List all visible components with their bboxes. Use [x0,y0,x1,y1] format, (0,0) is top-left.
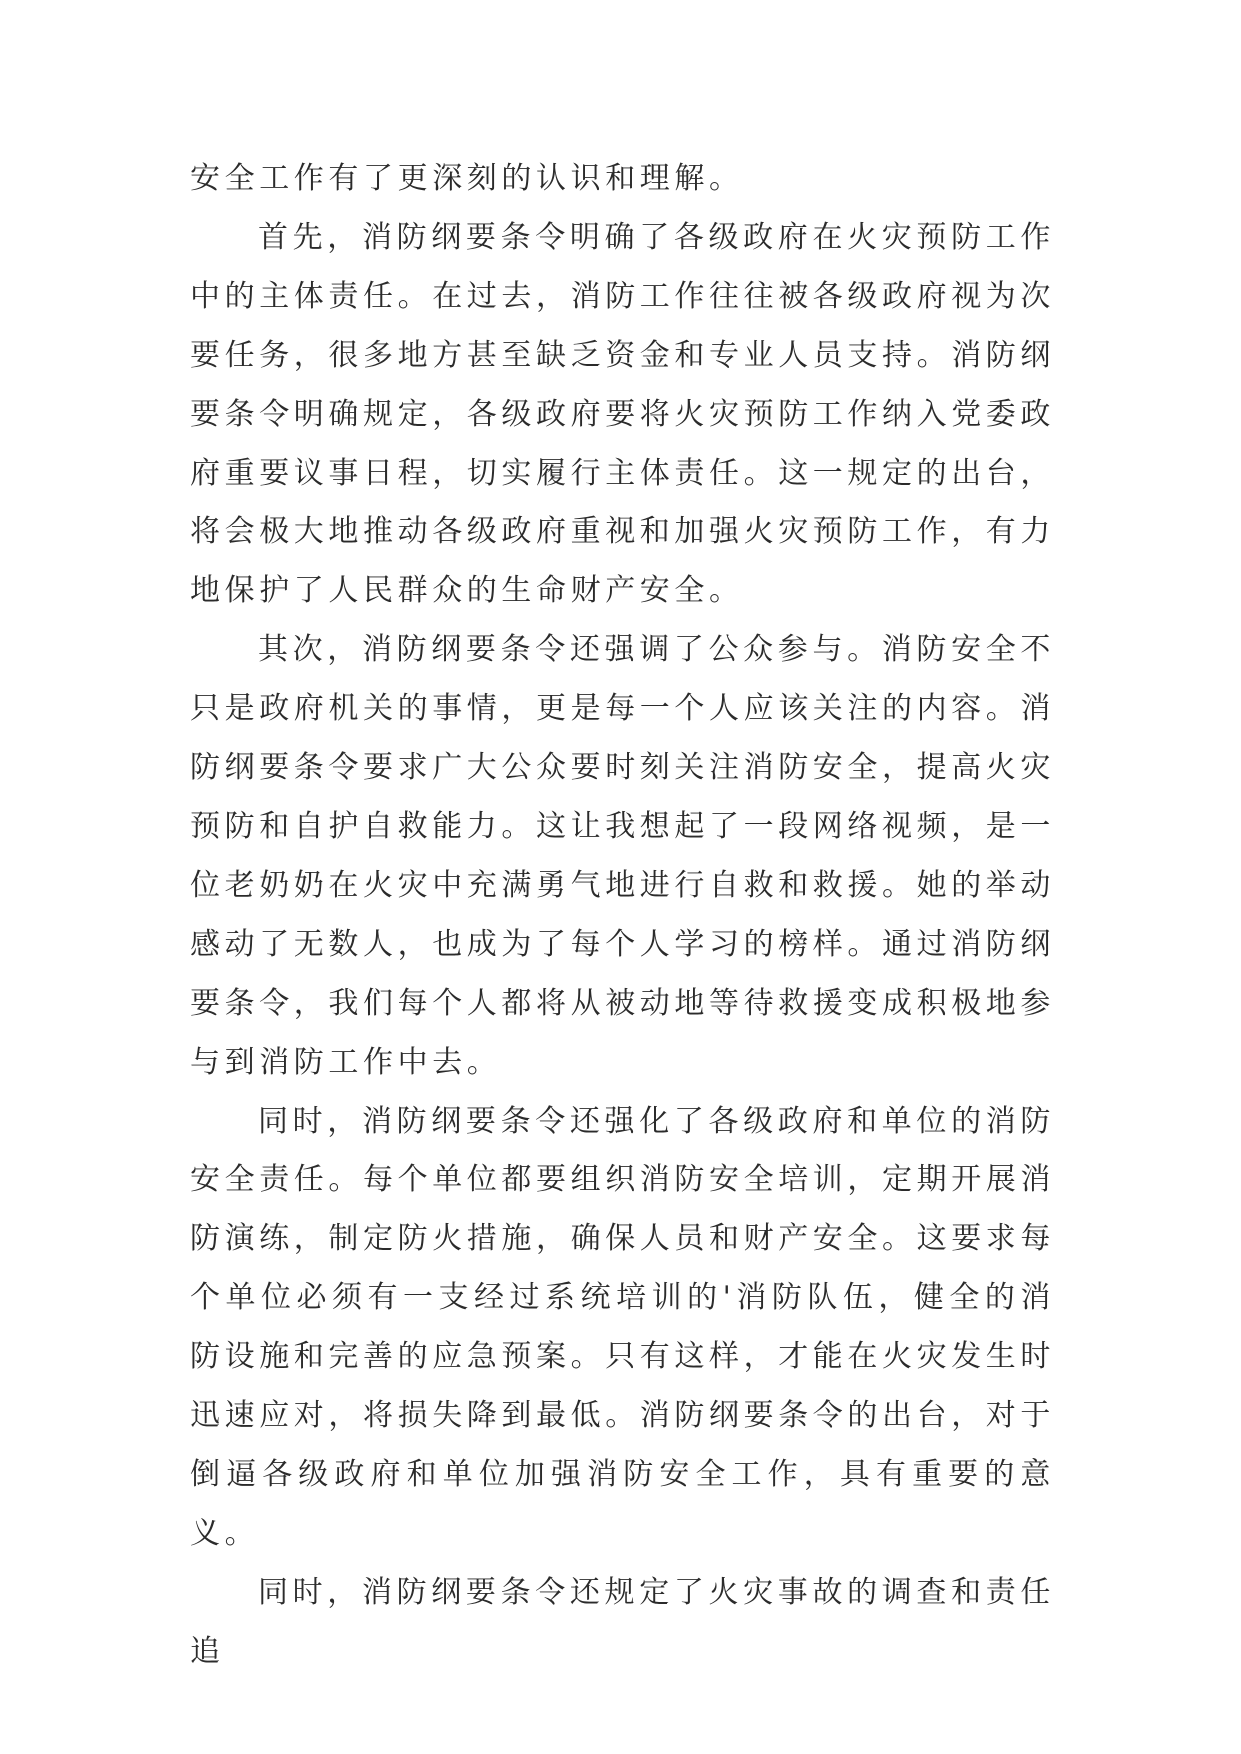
paragraph-continuation: 安全工作有了更深刻的认识和理解。 [190,161,744,196]
document-page [190,150,1055,1682]
paragraph-public-participation: 其次，消防纲要条令还强调了公众参与。消防安全不只是政府机关的事情，更是每一个人应该关注的内容。消防纲要条令要求广大公众要时刻关注消防安全，提高火灾预防和自护自救能力。这让我想起了一段网络视频，是一位老奶奶在火灾中充满勇气地进行自救和救援。她的举动感动了无数人，也成为了每个人学习的榜样。通过消防纲要条令，我们每个人都将从被动地等待救援变成积极地参与到消防工作中去。 [190,632,1055,1080]
paragraph-unit-responsibility: 同时，消防纲要条令还强化了各级政府和单位的消防安全责任。每个单位都要组织消防安全培训，定期开展消防演练，制定防火措施，确保人员和财产安全。这要求每个单位必须有一支经过系统培训的'消防队伍，健全的消防设施和完善的应急预案。只有这样，才能在火灾发生时迅速应对，将损失降到最低。消防纲要条令的出台，对于倒逼各级政府和单位加强消防安全工作，具有重要的意义。 [190,1103,1055,1551]
paragraph-government-responsibility: 首先，消防纲要条令明确了各级政府在火灾预防工作中的主体责任。在过去，消防工作往往被各级政府视为次要任务，很多地方甚至缺乏资金和专业人员支持。消防纲要条令明确规定，各级政府要将火灾预防工作纳入党委政府重要议事日程，切实履行主体责任。这一规定的出台，将会极大地推动各级政府重视和加强火灾预防工作，有力地保护了人民群众的生命财产安全。 [190,219,1055,609]
paragraph-accident-investigation: 同时，消防纲要条令还规定了火灾事故的调查和责任追 [190,1574,1055,1669]
